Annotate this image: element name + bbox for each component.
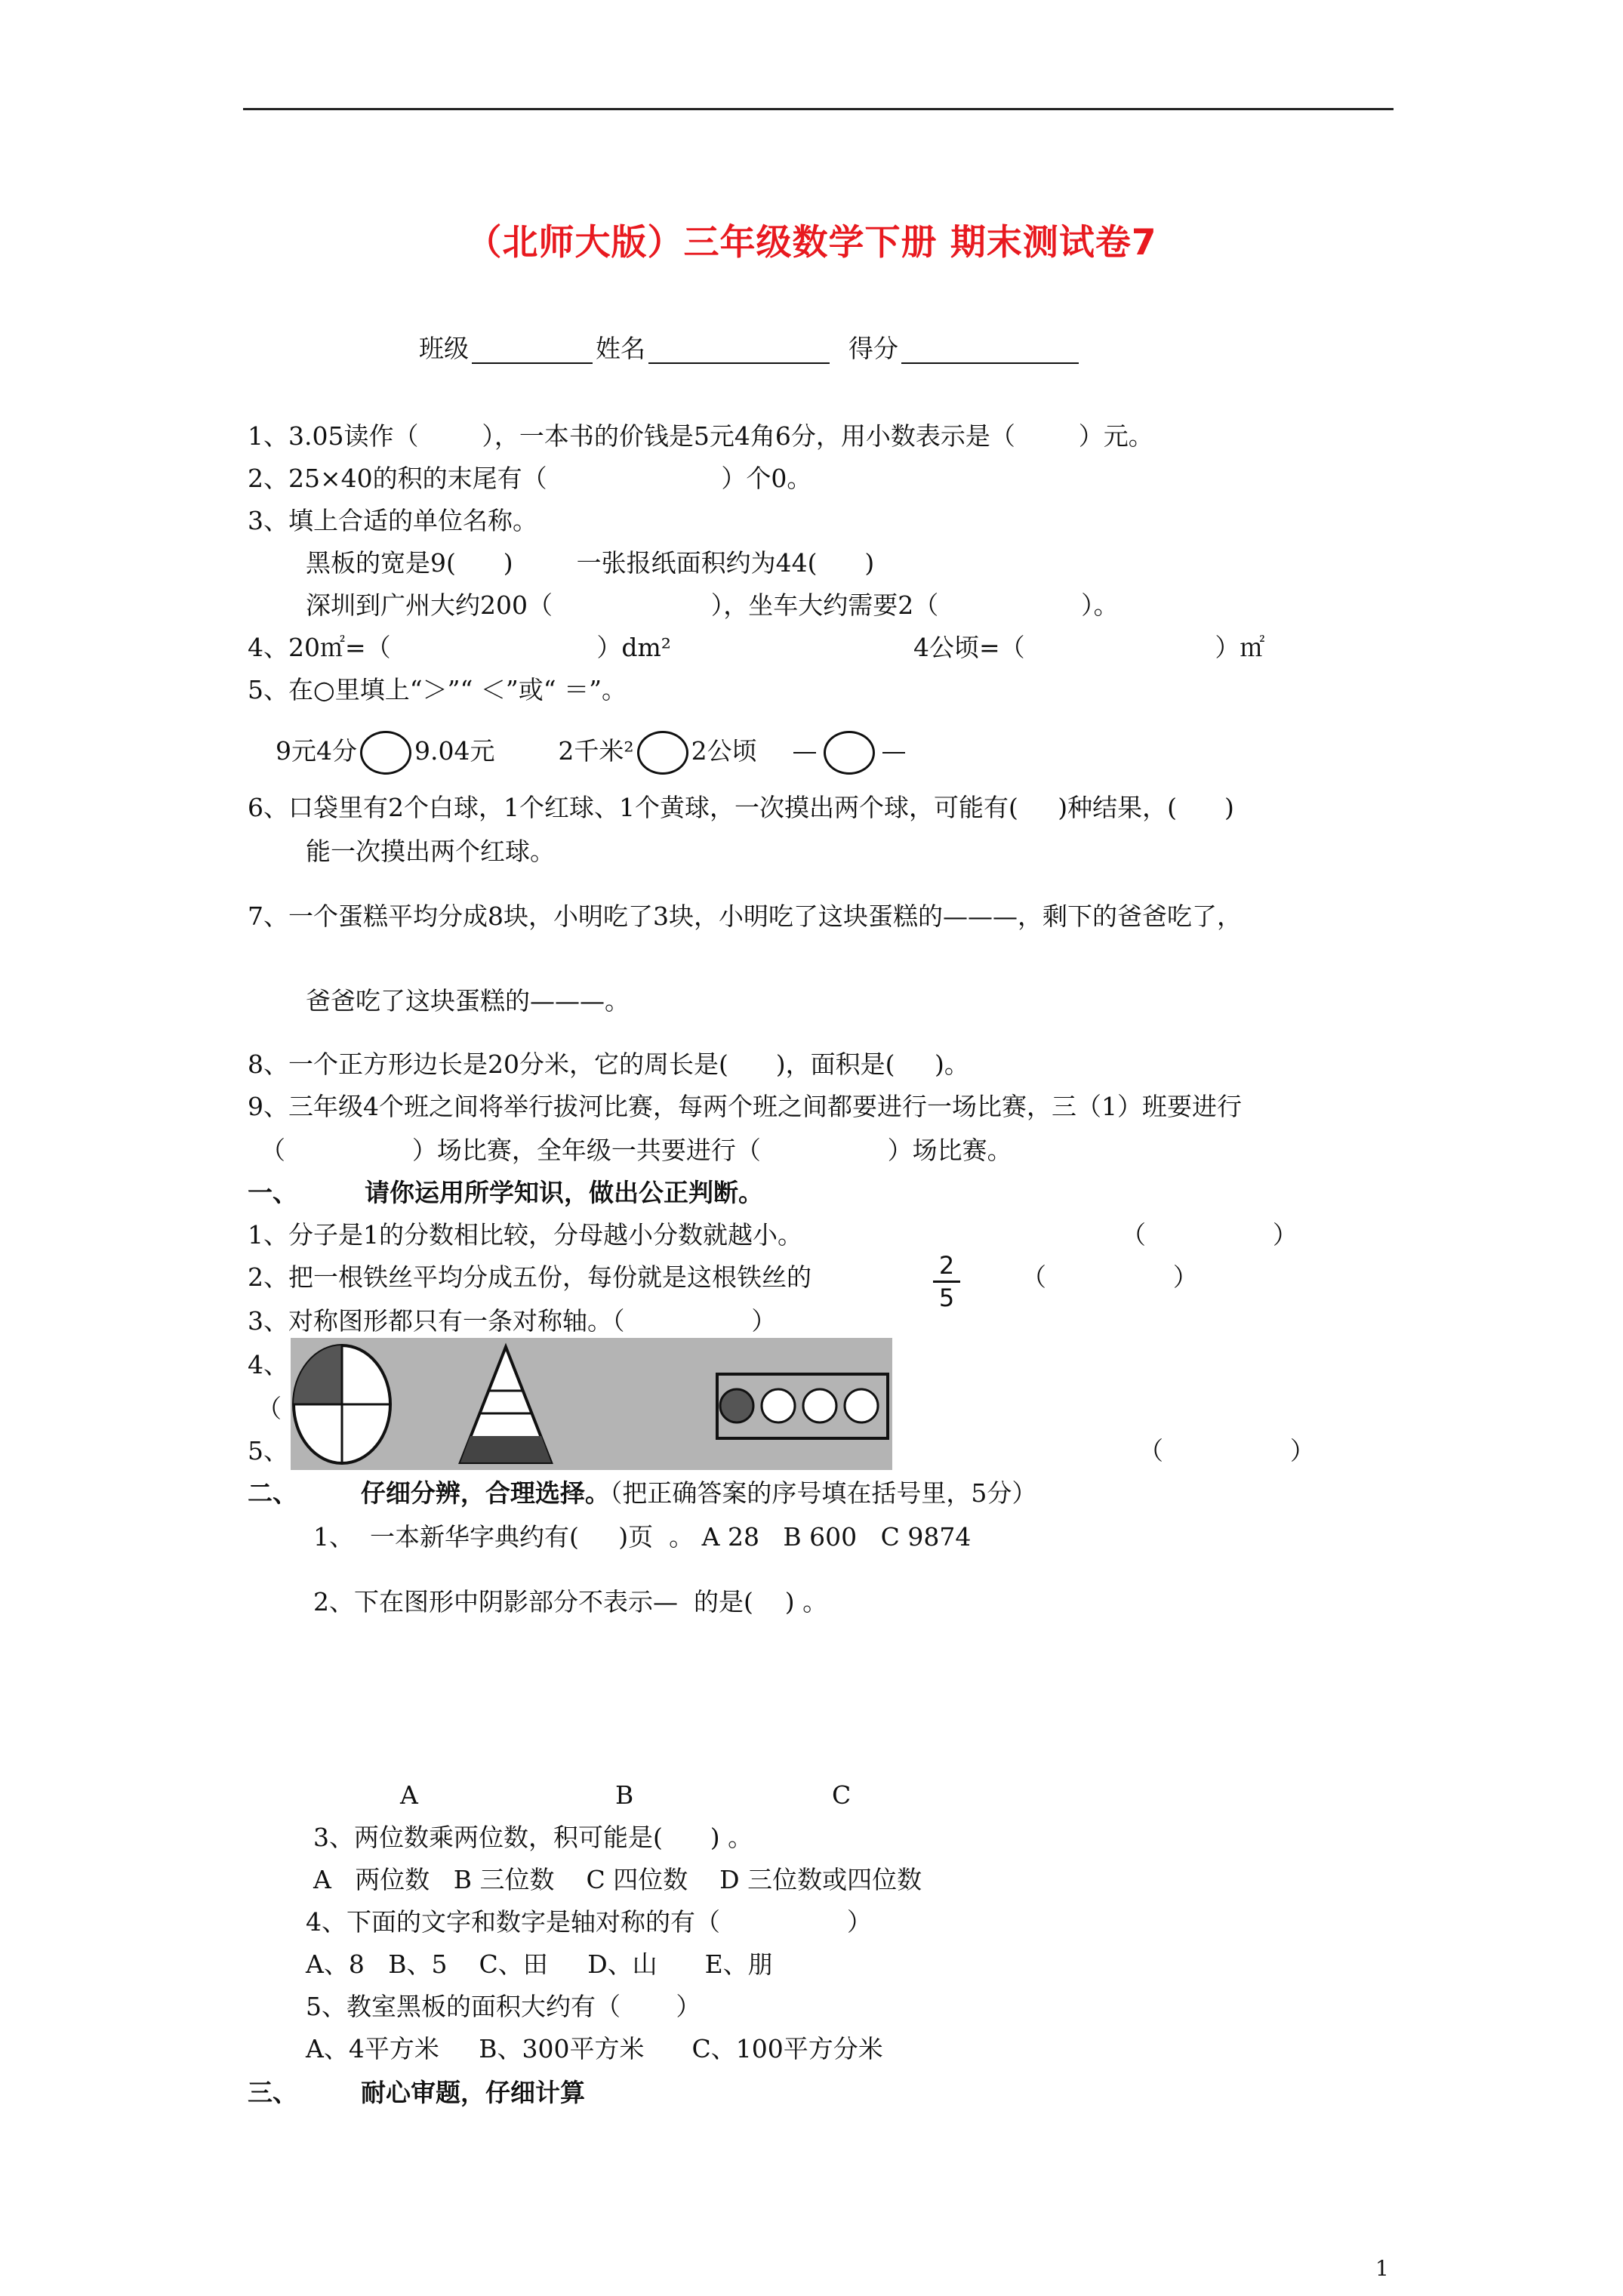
choice-2-option-b: B (615, 1780, 634, 1810)
choice-heading-line (248, 1478, 1036, 1509)
judge-5-paren: （ ） (1138, 1436, 1315, 1465)
judge-4b: （ (257, 1394, 282, 1423)
shapes-figure (291, 1338, 892, 1470)
fraction-bar-left (793, 752, 816, 754)
calc-heading-num: 三、 (248, 2078, 297, 2107)
judge-5: 5、 (248, 1436, 288, 1465)
name-label: 姓名 (596, 334, 645, 363)
page-title: （北师大版）三年级数学下册 期末测试卷7 (466, 222, 1157, 264)
question-8: 8、一个正方形边长是20分米，它的周长是( )，面积是( )。 (248, 1049, 969, 1079)
choice-heading-note: （把正确答案的序号填在括号里，5分） (609, 1478, 1037, 1508)
question-9b: （ ）场比赛，全年级一共要进行（ ）场比赛。 (260, 1136, 1012, 1165)
question-9a: 9、三年级4个班之间将举行拔河比赛，每两个班之间都要进行一场比赛，三（1）班要进行 (248, 1092, 1242, 1121)
compare-circle-1[interactable] (360, 731, 411, 775)
header-rule (243, 108, 1394, 110)
circle-2 (762, 1389, 795, 1422)
question-4a: 4、20㎡=（ ）dm² (248, 633, 672, 662)
shapes-figure-svg (291, 1338, 892, 1470)
fraction-numerator: 2 (938, 1251, 955, 1280)
judge-1: 1、分子是1的分数相比较，分母越小分数就越小。 (248, 1220, 802, 1250)
compare-2-right: 2公顷 (691, 736, 757, 766)
judge-4: 4、 (248, 1350, 288, 1379)
question-7a: 7、一个蛋糕平均分成8块，小明吃了3块，小明吃了这块蛋糕的———，剩下的爸爸吃了， (248, 901, 1242, 931)
choice-2-option-c: C (832, 1780, 852, 1810)
fraction-two-fifths (932, 1252, 962, 1311)
question-2: 2、25×40的积的末尾有（ ）个0。 (248, 464, 812, 493)
question-4b: 4公顷=（ ）㎡ (913, 633, 1265, 662)
choice-4: 4、下面的文字和数字是轴对称的有（ ） (306, 1907, 872, 1937)
choice-1: 1、 一本新华字典约有( )页 。 A 28 B 600 C 9874 (313, 1522, 972, 1552)
choice-heading: 仔细分辨，合理选择。 (360, 1478, 610, 1508)
question-6a: 6、口袋里有2个白球，1个红球、1个黄球，一次摸出两个球，可能有( )种结果，( ) (248, 793, 1234, 822)
class-label: 班级 (419, 334, 469, 363)
choice-3: 3、两位数乘两位数，积可能是( ) 。 (313, 1823, 753, 1852)
question-3b: 深圳到广州大约200（ ），坐车大约需要2（ ）。 (306, 590, 1119, 620)
score-blank[interactable] (901, 340, 1079, 364)
choice-2-option-a: A (400, 1780, 418, 1810)
shaded-circle (720, 1389, 753, 1422)
question-7b: 爸爸吃了这块蛋糕的———。 (306, 986, 630, 1015)
compare-2-left: 2千米² (558, 736, 634, 766)
choice-5-options: A、4平方米 B、300平方米 C、100平方分米 (306, 2034, 883, 2063)
score-label: 得分 (848, 334, 898, 363)
compare-1-right: 9.04元 (414, 736, 495, 766)
question-3a: 黑板的宽是9( ) 一张报纸面积约为44( ) (306, 548, 875, 578)
choice-5: 5、教室黑板的面积大约有（ ） (306, 1992, 701, 2021)
choice-2: 2、下在图形中阴影部分不表示— 的是( ) 。 (313, 1587, 828, 1616)
name-blank[interactable] (648, 340, 830, 364)
question-6b: 能一次摸出两个红球。 (306, 837, 555, 866)
shaded-quarter (294, 1345, 342, 1404)
judge-1-paren: （ ） (1121, 1220, 1298, 1250)
circle-4 (845, 1389, 878, 1422)
judge-heading: 请你运用所学知识，做出公正判断。 (365, 1178, 763, 1207)
question-3: 3、填上合适的单位名称。 (248, 506, 537, 535)
fraction-bar (933, 1281, 960, 1283)
circle-3 (803, 1389, 836, 1422)
compare-row (276, 731, 910, 775)
question-1: 1、3.05读作（ ），一本书的价钱是5元4角6分，用小数表示是（ ）元。 (248, 421, 1153, 451)
choice-3-options: A 两位数 B 三位数 C 四位数 D 三位数或四位数 (313, 1865, 922, 1894)
triangle-shaded-band (460, 1436, 551, 1462)
question-5: 5、在○里填上“＞”“ ＜”或“ ＝”。 (248, 675, 627, 704)
calc-heading: 耐心审题，仔细计算 (361, 2078, 585, 2107)
info-line (419, 334, 1082, 364)
compare-1-left: 9元4分 (276, 736, 357, 766)
judge-heading-num: 一、 (248, 1178, 297, 1207)
compare-circle-2[interactable] (637, 731, 688, 775)
judge-2: 2、把一根铁丝平均分成五份，每份就是这根铁丝的 (248, 1262, 812, 1292)
choice-heading-num: 二、 (248, 1478, 297, 1508)
judge-3: 3、对称图形都只有一条对称轴。（ ） (248, 1306, 777, 1336)
page-number: 1 (1375, 2256, 1389, 2281)
fraction-denominator: 5 (938, 1284, 955, 1312)
choice-4-options: A、8 B、5 C、田 D、山 E、朋 (306, 1949, 773, 1979)
fraction-bar-right (882, 752, 905, 754)
judge-2-paren: （ ） (1021, 1262, 1198, 1292)
compare-circle-3[interactable] (824, 731, 875, 775)
class-blank[interactable] (472, 340, 593, 364)
